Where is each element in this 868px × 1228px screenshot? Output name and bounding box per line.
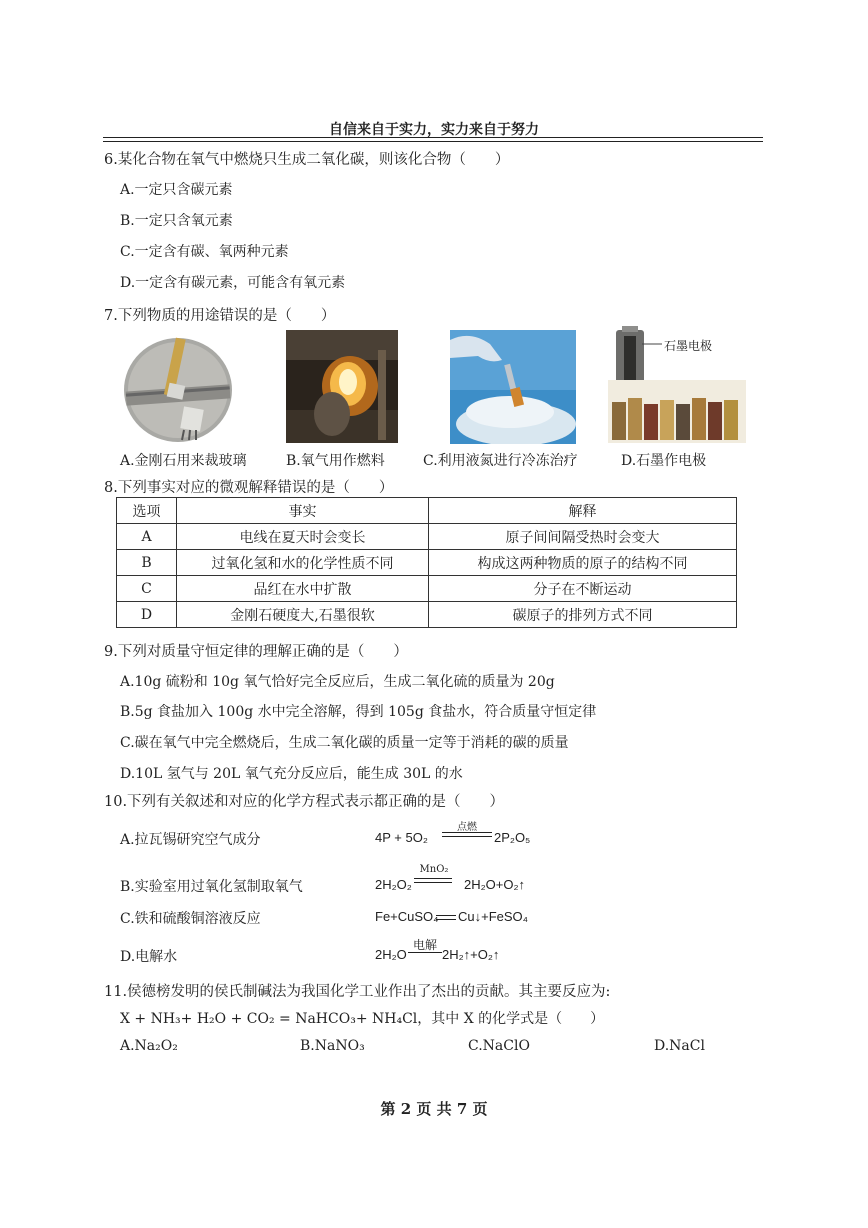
table-row (117, 550, 737, 576)
table-header: 解释 (429, 498, 737, 524)
table-cell: 过氧化氢和水的化学性质不同 (177, 550, 429, 576)
q10-option-c: C.铁和硫酸铜溶液反应 (120, 911, 261, 927)
table-cell: 碳原子的排列方式不同 (429, 602, 737, 628)
table-header-row (117, 498, 737, 524)
table-row (117, 576, 737, 602)
q10-c-rhs: Cu↓+FeSO₄ (458, 909, 528, 924)
liquid-nitrogen-photo (450, 330, 576, 444)
q6-option-a: A.一定只含碳元素 (120, 182, 233, 198)
q10-stem: 10.下列有关叙述和对应的化学方程式表示都正确的是（ ） (104, 794, 505, 810)
header-rule-thin (103, 141, 763, 142)
q6-option-c: C.一定含有碳、氧两种元素 (120, 244, 289, 260)
q11-option-c: C.NaClO (468, 1038, 530, 1054)
q10-b-condition: MnO₂ (419, 864, 449, 875)
header-rule-thick (103, 137, 763, 138)
oxygen-fuel-photo (286, 330, 398, 443)
q11-reaction: X + NH₃+ H₂O + CO₂ = NaHCO₃+ NH₄Cl，其中 X 的化学式是（ ） (120, 1011, 605, 1027)
q10-a-rhs: 2P₂O₅ (494, 830, 531, 845)
table-cell: C (117, 576, 177, 602)
q10-d-condition: 电解 (412, 938, 437, 952)
q10-a-equals (442, 832, 492, 837)
page-header-motto: 自信来自于实力，实力来自于努力 (329, 122, 539, 138)
q10-option-a: A.拉瓦锡研究空气成分 (120, 832, 261, 848)
page-number: 第 2 页 共 7 页 (380, 1100, 488, 1118)
q10-b-lhs: 2H₂O₂ (375, 877, 412, 892)
q8-stem: 8.下列事实对应的微观解释错误的是（ ） (104, 480, 394, 496)
q9-option-c: C.碳在氧气中完全燃烧后，生成二氧化碳的质量一定等于消耗的碳的质量 (120, 735, 569, 751)
q10-d-arrowline (408, 952, 442, 953)
table-cell: 原子间间隔受热时会变大 (429, 524, 737, 550)
q10-c-equals (436, 915, 456, 920)
q11-option-b: B.NaNO₃ (300, 1038, 365, 1054)
q11-stem: 11.侯德榜发明的侯氏制碱法为我国化学工业作出了杰出的贡献。其主要反应为: (104, 984, 611, 1000)
table-row (117, 602, 737, 628)
q9-option-a: A.10g 硫粉和 10g 氧气恰好完全反应后，生成二氧化硫的质量为 20g (120, 674, 555, 690)
q10-d-rhs: 2H₂↑+O₂↑ (442, 947, 500, 962)
q6-option-b: B.一定只含氧元素 (120, 213, 233, 229)
q10-option-b: B.实验室用过氧化氢制取氧气 (120, 879, 303, 895)
q7-option-b: B.氧气用作燃料 (286, 453, 385, 469)
q10-option-d: D.电解水 (120, 949, 178, 965)
table-header: 事实 (177, 498, 429, 524)
q10-c-lhs: Fe+CuSO₄ (375, 909, 439, 924)
table-cell: A (117, 524, 177, 550)
q10-d-lhs: 2H₂O (375, 947, 407, 962)
q9-stem: 9.下列对质量守恒定律的理解正确的是（ ） (104, 644, 408, 660)
table-cell: D (117, 602, 177, 628)
table-header: 选项 (117, 498, 177, 524)
table-cell: B (117, 550, 177, 576)
q6-option-d: D.一定含有碳元素，可能含有氧元素 (120, 275, 346, 291)
q11-option-a: A.Na₂O₂ (120, 1038, 178, 1054)
table-cell: 电线在夏天时会变长 (177, 524, 429, 550)
q7-stem: 7.下列物质的用途错误的是（ ） (104, 308, 336, 324)
q10-a-condition: 点燃 (457, 822, 477, 833)
q7-option-d: D.石墨作电极 (621, 453, 707, 469)
table-cell: 品红在水中扩散 (177, 576, 429, 602)
q10-b-rhs: 2H₂O+O₂↑ (464, 877, 526, 892)
q9-option-b: B.5g 食盐加入 100g 水中完全溶解，得到 105g 食盐水，符合质量守恒定律 (120, 704, 597, 720)
q9-option-d: D.10L 氢气与 20L 氧气充分反应后，能生成 30L 的水 (120, 766, 463, 782)
q8-table (116, 497, 737, 628)
q10-b-equals (414, 878, 452, 883)
table-cell: 金刚石硬度大,石墨很软 (177, 602, 429, 628)
graphite-electrode-label: 石墨电极 (664, 339, 713, 353)
q10-a-lhs: 4P + 5O₂ (375, 830, 428, 845)
q6-stem: 6.某化合物在氧气中燃烧只生成二氧化碳，则该化合物（ ） (104, 152, 510, 168)
q7-option-c: C.利用液氮进行冷冻治疗 (423, 453, 578, 469)
q7-option-a: A.金刚石用来裁玻璃 (120, 453, 247, 469)
table-cell: 分子在不断运动 (429, 576, 737, 602)
diamond-cutter-photo (122, 336, 234, 444)
table-row (117, 524, 737, 550)
table-cell: 构成这两种物质的原子的结构不同 (429, 550, 737, 576)
q11-option-d: D.NaCl (654, 1038, 705, 1054)
